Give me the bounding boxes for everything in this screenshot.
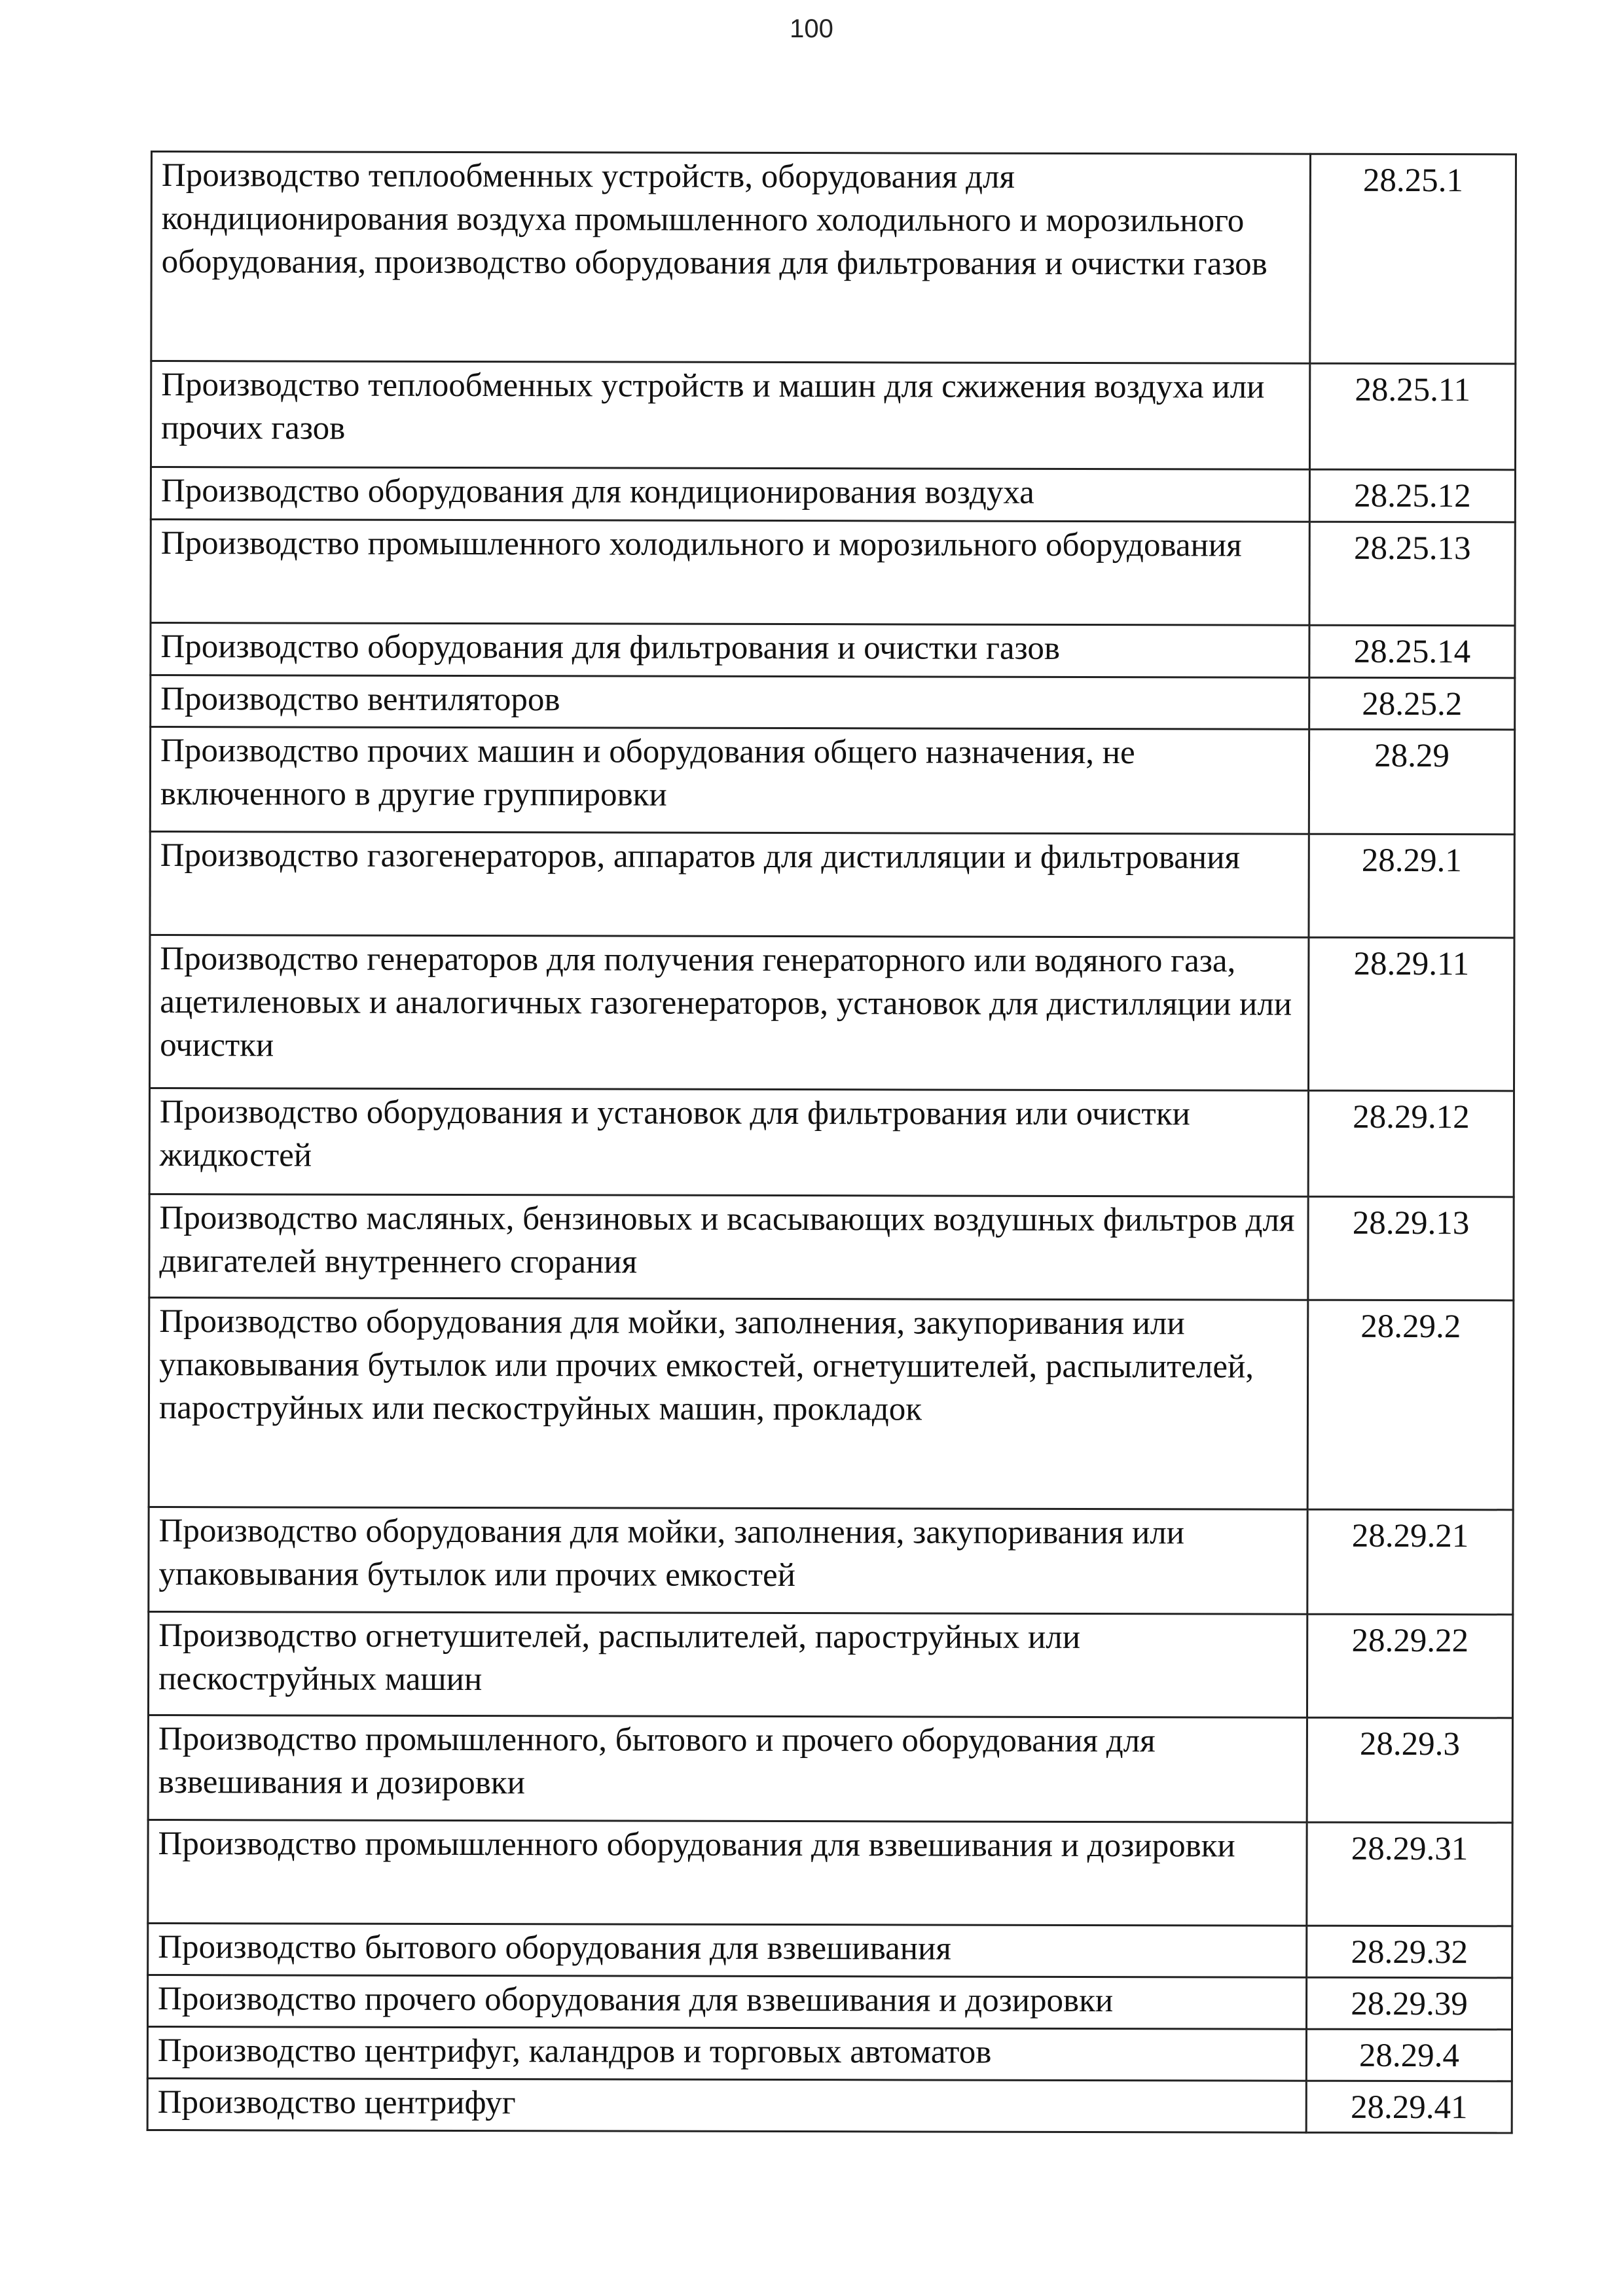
activity-name: Производство оборудования для кондиционирования воздуха	[151, 467, 1309, 522]
activity-name: Производство центрифуг	[147, 2078, 1306, 2132]
activity-name: Производство оборудования и установок для фильтрования или очистки жидкостей	[149, 1088, 1308, 1197]
activity-code: 28.29.39	[1306, 1977, 1512, 2030]
table-row	[151, 675, 1515, 730]
activity-name: Производство оборудования для мойки, заполнения, закупоривания или упаковывания бутылок или прочих емкостей	[149, 1507, 1307, 1614]
activity-code: 28.29.1	[1309, 834, 1514, 938]
activity-code: 28.29.2	[1307, 1300, 1514, 1510]
activity-code: 28.29.4	[1306, 2029, 1512, 2081]
okved-table	[147, 151, 1517, 2134]
table-row	[149, 1194, 1514, 1300]
activity-code: 28.29.13	[1308, 1196, 1514, 1300]
activity-name: Производство газогенераторов, аппаратов для дистилляции и фильтрования	[150, 832, 1309, 938]
activity-name: Производство бытового оборудования для взвешивания	[148, 1923, 1307, 1977]
table-row	[151, 152, 1516, 364]
activity-code: 28.29.21	[1307, 1509, 1513, 1615]
table-row	[147, 2078, 1512, 2132]
activity-code: 28.29.41	[1306, 2081, 1512, 2133]
activity-name: Производство промышленного оборудования для взвешивания и дозировки	[148, 1820, 1307, 1926]
table-row	[149, 1088, 1514, 1197]
activity-code: 28.29.12	[1308, 1090, 1514, 1197]
activity-code: 28.25.2	[1309, 677, 1515, 730]
activity-name: Производство центрифуг, каландров и торговых автоматов	[147, 2026, 1306, 2081]
activity-code: 28.25.1	[1310, 154, 1516, 364]
activity-name: Производство масляных, бензиновых и всасывающих воздушных фильтров для двигателей внутреннего сгорания	[149, 1194, 1308, 1300]
activity-code: 28.29.3	[1307, 1717, 1512, 1823]
table-row	[149, 1507, 1513, 1614]
table-row	[149, 935, 1514, 1091]
table-row	[151, 623, 1515, 678]
activity-name: Производство оборудования для мойки, заполнения, закупоривания или упаковывания бутылок или прочих емкостей, огнетушителей, распылителей, пароструйных или пескоструйных машин, прокладок	[149, 1297, 1308, 1509]
activity-name: Производство теплообменных устройств, оборудования для кондиционирования воздуха промышленного холодильного и морозильного оборудования, производство оборудования для фильтрования и очистки газов	[151, 152, 1311, 364]
table-row	[150, 832, 1514, 938]
activity-code: 28.29.32	[1307, 1926, 1512, 1978]
activity-name: Производство теплообменных устройств и машин для сжижения воздуха или прочих газов	[151, 361, 1309, 470]
table-row	[147, 1975, 1512, 2029]
table-row	[149, 1297, 1514, 1509]
activity-code: 28.29	[1309, 729, 1514, 834]
table-row	[151, 467, 1515, 522]
activity-name: Производство огнетушителей, распылителей, пароструйных или пескоструйных машин	[148, 1611, 1307, 1717]
activity-name: Производство прочего оборудования для взвешивания и дозировки	[147, 1975, 1306, 2029]
table-row	[147, 2026, 1512, 2081]
page-number: 100	[790, 14, 833, 43]
activity-name: Производство промышленного холодильного и морозильного оборудования	[151, 520, 1309, 626]
activity-name: Производство оборудования для фильтрования и очистки газов	[151, 623, 1309, 678]
activity-name: Производство прочих машин и оборудования общего назначения, не включенного в другие группировки	[150, 727, 1309, 834]
activity-code: 28.29.11	[1308, 937, 1514, 1091]
table-row	[150, 727, 1514, 834]
activity-name: Производство вентиляторов	[151, 675, 1309, 730]
activity-code: 28.25.12	[1309, 469, 1515, 522]
activity-code: 28.25.14	[1309, 625, 1515, 678]
activity-name: Производство генераторов для получения генераторного или водяного газа, ацетиленовых и аналогичных газогенераторов, установок для дистилляции или очистки	[149, 935, 1308, 1091]
table-row	[148, 1611, 1512, 1717]
activity-name: Производство промышленного, бытового и прочего оборудования для взвешивания и дозировки	[148, 1715, 1307, 1822]
table-row	[148, 1715, 1512, 1822]
table-row	[148, 1923, 1512, 1977]
table-row	[151, 520, 1515, 626]
activity-code: 28.25.11	[1309, 363, 1515, 470]
activity-code: 28.25.13	[1309, 522, 1515, 626]
activity-code: 28.29.31	[1307, 1822, 1512, 1926]
table-row	[148, 1820, 1512, 1926]
activity-code: 28.29.22	[1307, 1614, 1512, 1718]
table-row	[151, 361, 1515, 470]
